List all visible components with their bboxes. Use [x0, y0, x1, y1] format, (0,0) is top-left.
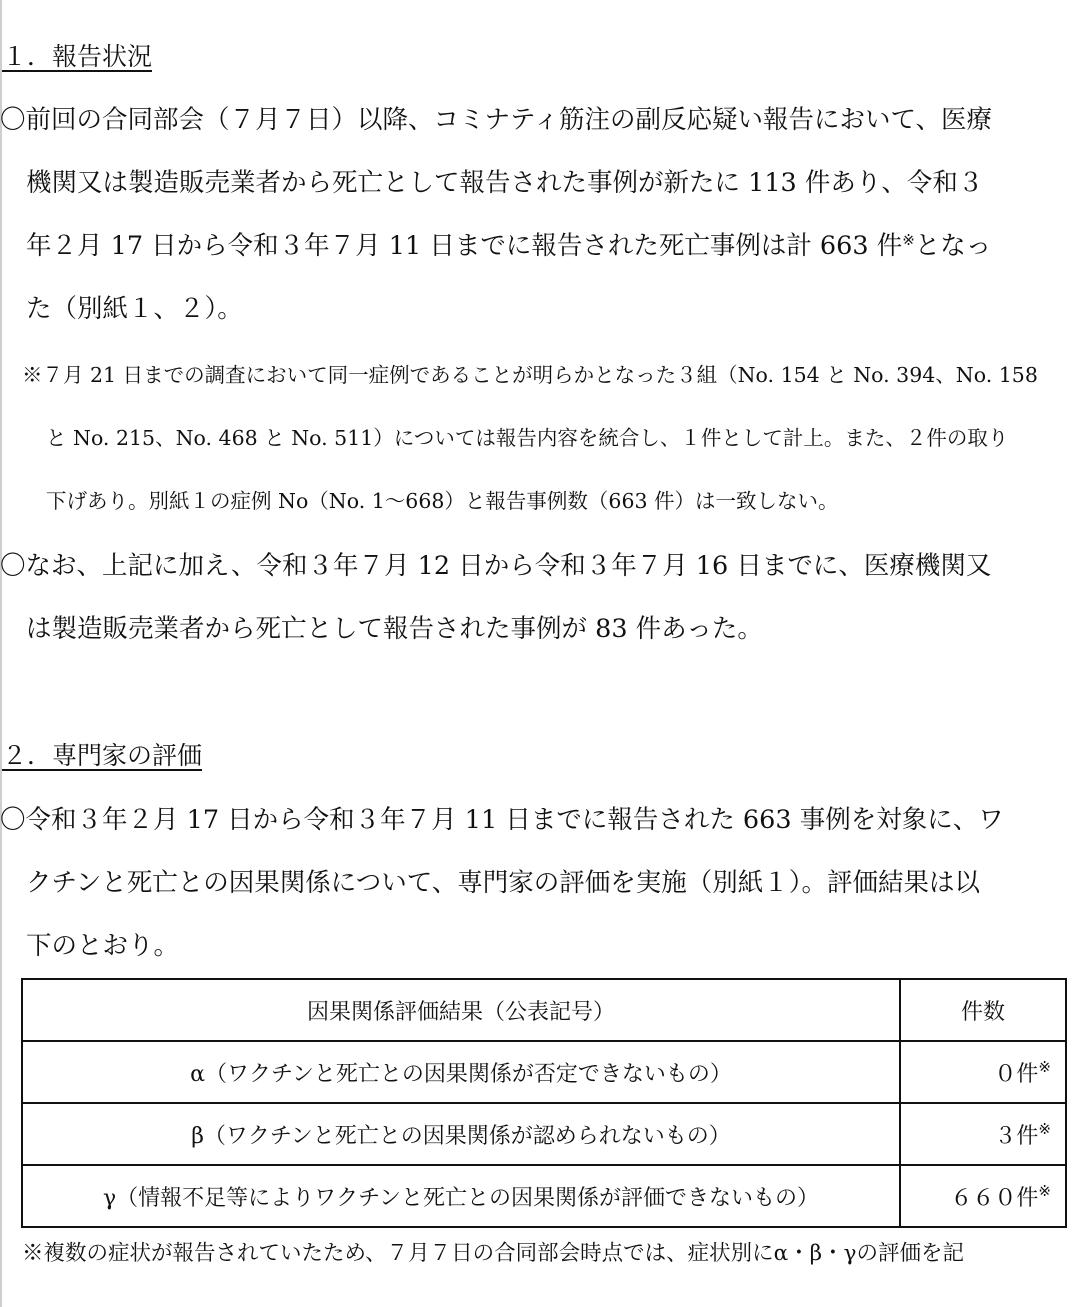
section1-paragraph-1: [0, 89, 1076, 341]
row-count-alpha: [900, 1041, 1066, 1103]
header-label: 因果関係評価結果（公表記号）: [22, 979, 900, 1041]
table-row: [22, 1165, 1066, 1227]
section2-paragraph: [0, 789, 1076, 978]
paragraph-line: た（別紙１、２）。: [26, 294, 243, 324]
evaluation-results-table: [21, 978, 1067, 1228]
section1-paragraph-2: [0, 535, 1076, 661]
paragraph-line: 〇令和３年２月 17 日から令和３年７月 11 日までに報告された 663 事例を対象に、ワ: [0, 805, 1004, 835]
paragraph-line: 下のとおり。: [26, 931, 180, 961]
note-line: 下げあり。別紙１の症例 No（No. 1〜668）と報告事例数（663 件）は一致しない。: [46, 489, 839, 513]
table-footnote: ※複数の症状が報告されていたため、７月７日の合同部会時点では、症状別にα・β・γの評価を記: [22, 1241, 964, 1266]
row-label-gamma: γ（情報不足等によりワクチンと死亡との因果関係が評価できないもの）: [22, 1165, 900, 1227]
table-row: [22, 1103, 1066, 1165]
table-row: [22, 1041, 1066, 1103]
row-label-beta: β（ワクチンと死亡との因果関係が認められないもの）: [22, 1103, 900, 1165]
table-header-row: [22, 979, 1066, 1041]
header-count: 件数: [900, 979, 1066, 1041]
paragraph-line-text: 年２月 17 日から令和３年７月 11 日までに報告された死亡事例は計 663 件: [26, 231, 903, 261]
paragraph-line: 〇前回の合同部会（７月７日）以降、コミナティ筋注の副反応疑い報告において、医療: [0, 105, 992, 135]
footnote-mark: ※: [1038, 1181, 1051, 1200]
paragraph-line-tail: となっ: [914, 231, 992, 261]
section2-heading: ２．専門家の評価: [2, 741, 203, 770]
footnote-mark: ※: [1038, 1119, 1051, 1138]
section1-note: [22, 344, 1077, 533]
paragraph-line: は製造販売業者から死亡として報告された事例が 83 件あった。: [26, 614, 763, 644]
footnote-mark: ※: [1038, 1057, 1051, 1076]
row-count-beta: [900, 1103, 1066, 1165]
paragraph-line: [0, 215, 1076, 278]
note-line: と No. 215、No. 468 と No. 511）については報告内容を統合し、１件として計上。また、２件の取り: [46, 426, 1009, 450]
note-line: ※７月 21 日までの調査において同一症例であることが明らかとなった３組（No. 154 と No. 394、No. 158: [22, 363, 1038, 387]
paragraph-line: クチンと死亡との因果関係について、専門家の評価を実施（別紙１）。評価結果は以: [26, 868, 980, 898]
count-value: ３件: [994, 1123, 1039, 1149]
count-value: ６６０件: [950, 1185, 1039, 1211]
footnote-mark: ※: [902, 231, 915, 249]
row-label-alpha: α（ワクチンと死亡との因果関係が否定できないもの）: [22, 1041, 900, 1103]
row-count-gamma: [900, 1165, 1066, 1227]
paragraph-line: 機関又は製造販売業者から死亡として報告された事例が新たに 113 件あり、令和３: [26, 168, 984, 198]
paragraph-line: 〇なお、上記に加え、令和３年７月 12 日から令和３年７月 16 日までに、医療機関又: [0, 551, 992, 581]
count-value: ０件: [994, 1061, 1039, 1087]
section1-heading: １．報告状況: [2, 42, 153, 71]
